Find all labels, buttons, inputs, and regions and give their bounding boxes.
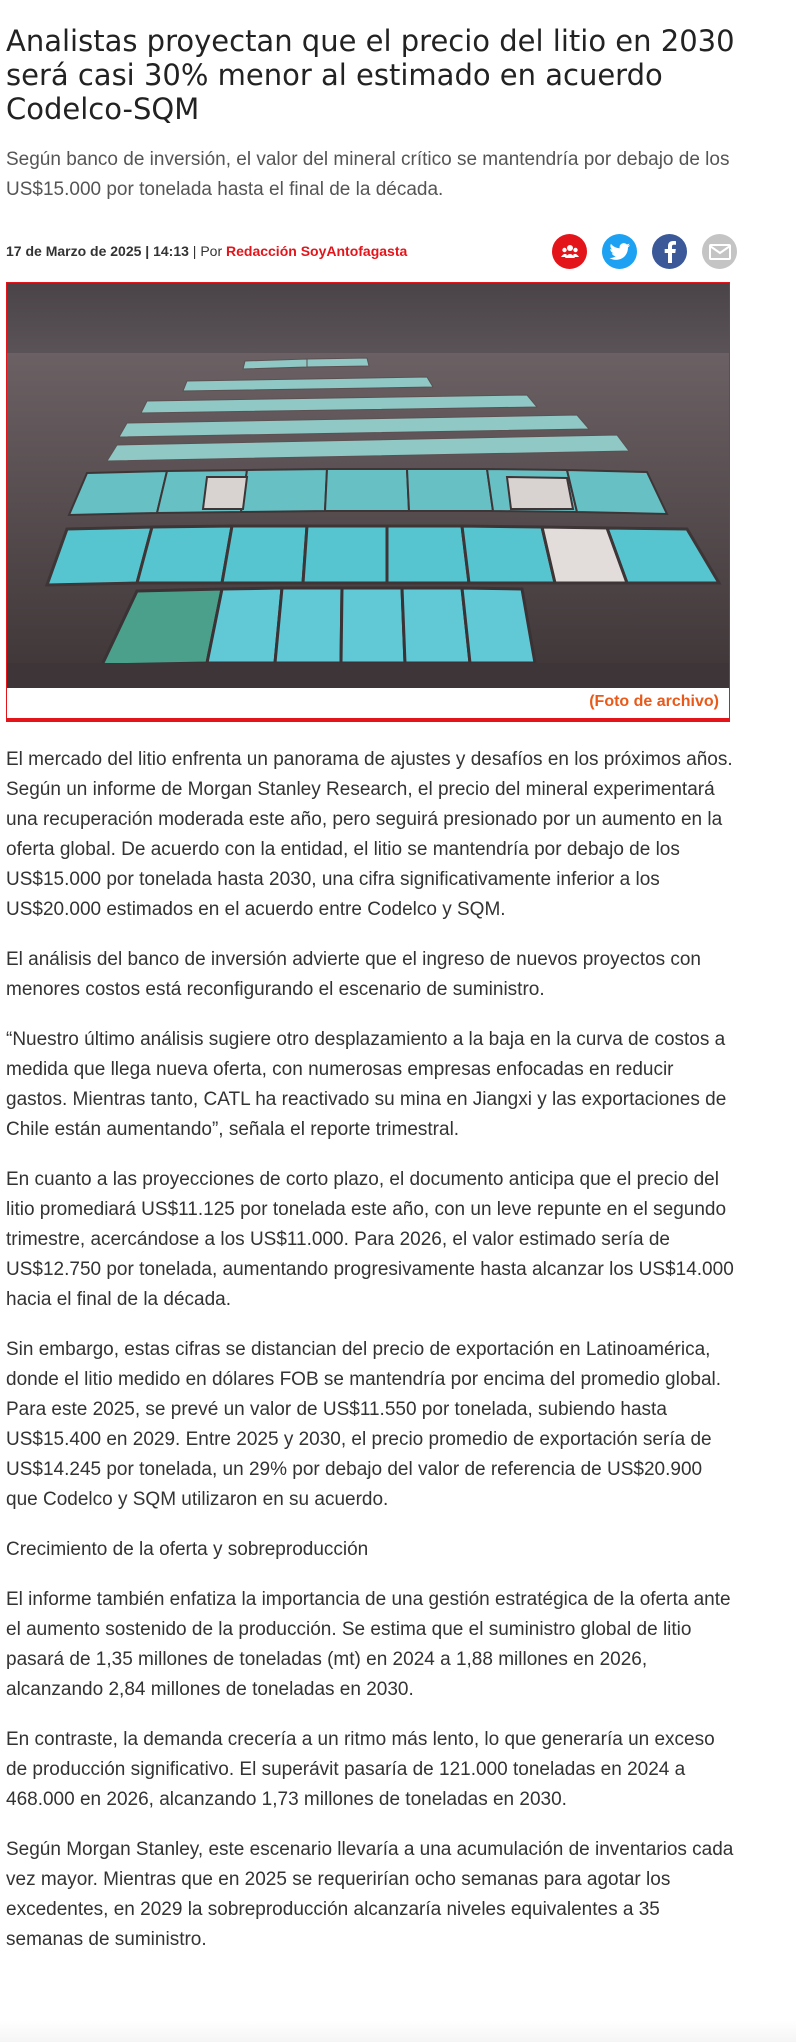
facebook-share-button[interactable] xyxy=(652,234,687,269)
by-label: | Por xyxy=(192,243,223,259)
page-fade xyxy=(0,2020,796,2042)
article-subtitle: Según banco de inversión, el valor del mineral crítico se mantendría por debajo de los US$15.000 por tonelada hasta el final de la década. xyxy=(6,149,730,200)
paragraph: En cuanto a las proyecciones de corto plazo, el documento anticipa que el precio del litio promediará US$11.125 por tonelada este año, con un leve repunte en el segundo trimestre, acercándose a los US$11.000. Para 2026, el valor estimado sería de US$12.750 por tonelada, aumentando progresivamente hasta alcanzar los US$14.000 hacia el final de la década. xyxy=(6,1169,734,1310)
paragraph: El mercado del litio enfrenta un panorama de ajustes y desafíos en los próximos años. Según un informe de Morgan Stanley Research, el precio del mineral experimentará una recuperación moderada este año, pero seguirá presionado por un aumento en la oferta global. De acuerdo con la entidad, el litio se mantendría por debajo de los US$15.000 por tonelada hasta 2030, una cifra significativamente inferior a los US$20.000 estimados en el acuerdo entre Codelco y SQM. xyxy=(6,749,733,920)
paragraph: Sin embargo, estas cifras se distancian del precio de exportación en Latinoamérica, donde el litio medido en dólares FOB se mantendría por encima del promedio global. Para este 2025, se prevé un valor de US$11.550 por tonelada, subiendo hasta US$15.400 en 2029. Entre 2025 y 2030, el precio promedio de exportación sería de US$14.245 por tonelada, un 29% por debajo del valor de referencia de US$20.900 que Codelco y SQM utilizaron en su acuerdo. xyxy=(6,1339,722,1510)
paragraph: El análisis del banco de inversión advierte que el ingreso de nuevos proyectos con menores costos está reconfigurando el escenario de suministro. xyxy=(6,949,701,1000)
paragraph: Según Morgan Stanley, este escenario llevaría a una acumulación de inventarios cada vez mayor. Mientras que en 2025 se requerirían ocho semanas para agotar los excedentes, en 2029 la sobreproducción alcanzaría niveles equivalentes a 35 semanas de suministro. xyxy=(6,1839,734,1950)
paragraph: El informe también enfatiza la importancia de una gestión estratégica de la oferta ante el aumento sostenido de la producción. Se estima que el suministro global de litio pasará de 1,35 millones de toneladas (mt) en 2024 a 1,88 millones en 2026, alcanzando 2,84 millones de toneladas en 2030. xyxy=(6,1589,731,1700)
article-meta xyxy=(6,241,407,261)
section-subheading: Crecimiento de la oferta y sobreproducción xyxy=(6,1539,369,1560)
article-photo xyxy=(7,283,729,688)
twitter-share-button[interactable] xyxy=(602,234,637,269)
publish-date: 17 de Marzo de 2025 | 14:13 xyxy=(6,243,189,259)
article-title: Analistas proyectan que el precio del litio en 2030 será casi 30% menor al estimado en acuerdo Codelco-SQM xyxy=(6,24,735,126)
article-body xyxy=(6,745,736,1975)
facebook-icon xyxy=(663,241,677,263)
community-share-button[interactable] xyxy=(552,234,587,269)
email-icon xyxy=(709,244,731,260)
email-share-button[interactable] xyxy=(702,234,737,269)
article-figure xyxy=(6,282,730,722)
community-icon xyxy=(560,242,580,262)
twitter-icon xyxy=(609,242,631,262)
paragraph: “Nuestro último análisis sugiere otro desplazamiento a la baja en la curva de costos a medida que llega nueva oferta, con numerosas empresas enfocadas en reducir gastos. Mientras tanto, CATL ha reactivado su mina en Jiangxi y las exportaciones de Chile están aumentando”, señala el reporte trimestral. xyxy=(6,1029,727,1140)
author-link[interactable]: Redacción SoyAntofagasta xyxy=(226,243,408,259)
share-bar xyxy=(552,234,737,269)
paragraph: En contraste, la demanda crecería a un ritmo más lento, lo que generaría un exceso de producción significativo. El superávit pasaría de 121.000 toneladas en 2024 a 468.000 en 2026, alcanzando 1,73 millones de toneladas en 2030. xyxy=(6,1729,715,1810)
photo-caption: (Foto de archivo) xyxy=(589,693,719,710)
